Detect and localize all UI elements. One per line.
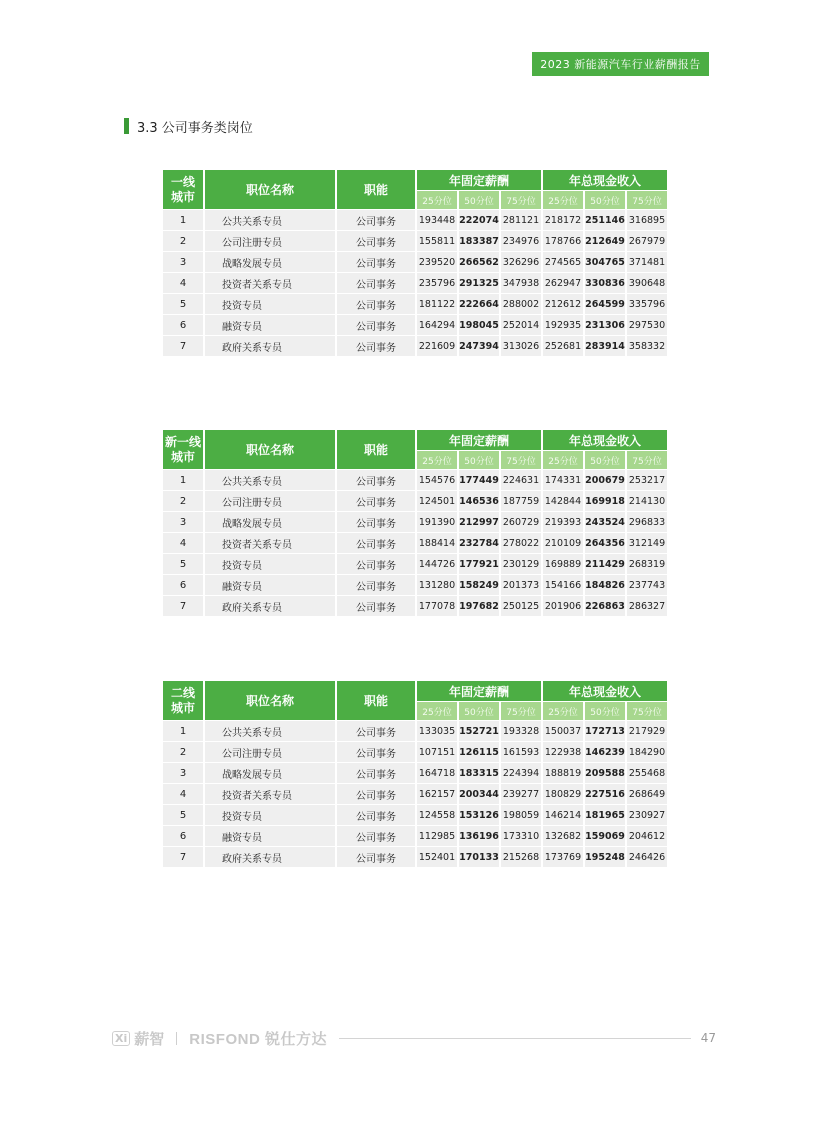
cash-p25: 212612 xyxy=(543,294,583,314)
job-title: 投资者关系专员 xyxy=(205,784,335,804)
table-row xyxy=(163,805,667,825)
cash-p50: 264356 xyxy=(585,533,625,553)
cash-p75: 268649 xyxy=(627,784,667,804)
cash-p25: 178766 xyxy=(543,231,583,251)
job-title: 公司注册专员 xyxy=(205,491,335,511)
cash-p50: 211429 xyxy=(585,554,625,574)
fixed-p25: 112985 xyxy=(417,826,457,846)
section-marker xyxy=(124,118,129,134)
job-title: 公共关系专员 xyxy=(205,470,335,490)
fixed-p25: 193448 xyxy=(417,210,457,230)
cash-p75: 246426 xyxy=(627,847,667,867)
job-title: 战略发展专员 xyxy=(205,512,335,532)
cash-p50: 159069 xyxy=(585,826,625,846)
fixed-p75: 161593 xyxy=(501,742,541,762)
cash-p25: 210109 xyxy=(543,533,583,553)
job-function: 公司事务 xyxy=(337,231,415,251)
percentile-p25-header: 25分位 xyxy=(543,702,583,720)
cash-p50: 227516 xyxy=(585,784,625,804)
fixed-p75: 347938 xyxy=(501,273,541,293)
cash-p25: 174331 xyxy=(543,470,583,490)
job-function: 公司事务 xyxy=(337,533,415,553)
cash-p50: 200679 xyxy=(585,470,625,490)
percentile-p50-header: 50分位 xyxy=(585,191,625,209)
job-function: 公司事务 xyxy=(337,273,415,293)
job-title: 融资专员 xyxy=(205,575,335,595)
table-row xyxy=(163,575,667,595)
percentile-p50-header: 50分位 xyxy=(459,191,499,209)
city-tier-header xyxy=(163,681,203,720)
fixed-p75: 278022 xyxy=(501,533,541,553)
risfond-logo: RISFOND 锐仕方达 xyxy=(189,1030,327,1048)
row-index: 1 xyxy=(163,470,203,490)
fixed-p50: 158249 xyxy=(459,575,499,595)
job-function: 公司事务 xyxy=(337,554,415,574)
fixed-p25: 239520 xyxy=(417,252,457,272)
fixed-p50: 197682 xyxy=(459,596,499,616)
row-index: 6 xyxy=(163,826,203,846)
header-row xyxy=(163,170,667,190)
row-index: 4 xyxy=(163,784,203,804)
city-tier-line2: 城市 xyxy=(170,700,195,715)
fixed-p50: 126115 xyxy=(459,742,499,762)
job-title-header: 职位名称 xyxy=(205,170,335,209)
fixed-p50: 146536 xyxy=(459,491,499,511)
job-function: 公司事务 xyxy=(337,491,415,511)
row-index: 4 xyxy=(163,533,203,553)
table-row xyxy=(163,294,667,314)
job-function: 公司事务 xyxy=(337,596,415,616)
cash-p50: 146239 xyxy=(585,742,625,762)
fixed-p75: 215268 xyxy=(501,847,541,867)
cash-p75: 267979 xyxy=(627,231,667,251)
cash-p25: 219393 xyxy=(543,512,583,532)
cash-p50: 209588 xyxy=(585,763,625,783)
fixed-p75: 173310 xyxy=(501,826,541,846)
fixed-p75: 281121 xyxy=(501,210,541,230)
job-title: 投资者关系专员 xyxy=(205,533,335,553)
cash-p25: 154166 xyxy=(543,575,583,595)
job-title: 政府关系专员 xyxy=(205,596,335,616)
row-index: 1 xyxy=(163,721,203,741)
cash-p75: 184290 xyxy=(627,742,667,762)
city-tier-line1: 一线 xyxy=(170,174,195,189)
xinzhi-logo xyxy=(112,1028,164,1049)
percentile-p75-header: 75分位 xyxy=(501,702,541,720)
row-index: 1 xyxy=(163,210,203,230)
job-title: 投资者关系专员 xyxy=(205,273,335,293)
annual-total-cash-header: 年总现金收入 xyxy=(543,170,667,190)
job-title: 投资专员 xyxy=(205,294,335,314)
table-row xyxy=(163,512,667,532)
table-row xyxy=(163,826,667,846)
cash-p25: 150037 xyxy=(543,721,583,741)
job-function: 公司事务 xyxy=(337,470,415,490)
cash-p25: 218172 xyxy=(543,210,583,230)
cash-p75: 316895 xyxy=(627,210,667,230)
fixed-p50: 222074 xyxy=(459,210,499,230)
job-function-header: 职能 xyxy=(337,170,415,209)
job-function: 公司事务 xyxy=(337,826,415,846)
annual-fixed-salary-header: 年固定薪酬 xyxy=(417,681,541,701)
table-row xyxy=(163,315,667,335)
fixed-p75: 234976 xyxy=(501,231,541,251)
job-function: 公司事务 xyxy=(337,575,415,595)
fixed-p75: 224394 xyxy=(501,763,541,783)
row-index: 2 xyxy=(163,491,203,511)
section-title-text: 3.3 公司事务类岗位 xyxy=(137,120,253,136)
job-function: 公司事务 xyxy=(337,805,415,825)
page-number: 47 xyxy=(700,1031,716,1045)
job-title: 融资专员 xyxy=(205,315,335,335)
section-heading xyxy=(124,117,253,135)
percentile-p50-header: 50分位 xyxy=(585,702,625,720)
job-function: 公司事务 xyxy=(337,252,415,272)
annual-total-cash-header: 年总现金收入 xyxy=(543,430,667,450)
cash-p25: 252681 xyxy=(543,336,583,356)
fixed-p75: 201373 xyxy=(501,575,541,595)
cash-p75: 312149 xyxy=(627,533,667,553)
fixed-p25: 188414 xyxy=(417,533,457,553)
cash-p50: 304765 xyxy=(585,252,625,272)
fixed-p50: 170133 xyxy=(459,847,499,867)
cash-p25: 192935 xyxy=(543,315,583,335)
table-row xyxy=(163,533,667,553)
salary-table-tier2 xyxy=(161,680,669,868)
fixed-p50: 183387 xyxy=(459,231,499,251)
city-tier-line1: 二线 xyxy=(170,685,195,700)
row-index: 5 xyxy=(163,294,203,314)
fixed-p75: 250125 xyxy=(501,596,541,616)
cash-p25: 146214 xyxy=(543,805,583,825)
table-row xyxy=(163,763,667,783)
fixed-p50: 152721 xyxy=(459,721,499,741)
job-title: 公共关系专员 xyxy=(205,721,335,741)
fixed-p25: 177078 xyxy=(417,596,457,616)
job-title: 政府关系专员 xyxy=(205,336,335,356)
fixed-p25: 235796 xyxy=(417,273,457,293)
fixed-p75: 187759 xyxy=(501,491,541,511)
cash-p75: 335796 xyxy=(627,294,667,314)
job-title: 战略发展专员 xyxy=(205,763,335,783)
row-index: 2 xyxy=(163,231,203,251)
cash-p75: 230927 xyxy=(627,805,667,825)
table-row xyxy=(163,231,667,251)
footer-rule xyxy=(339,1038,691,1039)
job-title-header: 职位名称 xyxy=(205,430,335,469)
row-index: 6 xyxy=(163,575,203,595)
fixed-p25: 131280 xyxy=(417,575,457,595)
cash-p75: 297530 xyxy=(627,315,667,335)
job-title: 公共关系专员 xyxy=(205,210,335,230)
job-title: 公司注册专员 xyxy=(205,742,335,762)
row-index: 4 xyxy=(163,273,203,293)
cash-p25: 180829 xyxy=(543,784,583,804)
fixed-p50: 136196 xyxy=(459,826,499,846)
job-title: 公司注册专员 xyxy=(205,231,335,251)
cash-p75: 358332 xyxy=(627,336,667,356)
fixed-p50: 212997 xyxy=(459,512,499,532)
percentile-p25-header: 25分位 xyxy=(543,191,583,209)
salary-table-tier1 xyxy=(161,169,669,357)
cash-p50: 172713 xyxy=(585,721,625,741)
fixed-p25: 124558 xyxy=(417,805,457,825)
table-row xyxy=(163,273,667,293)
cash-p75: 255468 xyxy=(627,763,667,783)
percentile-p75-header: 75分位 xyxy=(627,702,667,720)
percentile-p75-header: 75分位 xyxy=(627,451,667,469)
cash-p75: 204612 xyxy=(627,826,667,846)
cash-p75: 214130 xyxy=(627,491,667,511)
job-title: 融资专员 xyxy=(205,826,335,846)
footer-separator xyxy=(176,1032,177,1045)
fixed-p75: 260729 xyxy=(501,512,541,532)
fixed-p50: 266562 xyxy=(459,252,499,272)
cash-p25: 132682 xyxy=(543,826,583,846)
cash-p50: 251146 xyxy=(585,210,625,230)
cash-p25: 142844 xyxy=(543,491,583,511)
cash-p25: 274565 xyxy=(543,252,583,272)
percentile-p25-header: 25分位 xyxy=(417,702,457,720)
cash-p50: 243524 xyxy=(585,512,625,532)
fixed-p50: 177921 xyxy=(459,554,499,574)
fixed-p50: 153126 xyxy=(459,805,499,825)
percentile-p75-header: 75分位 xyxy=(501,451,541,469)
cash-p50: 231306 xyxy=(585,315,625,335)
percentile-p25-header: 25分位 xyxy=(417,191,457,209)
table-row xyxy=(163,554,667,574)
table-row xyxy=(163,596,667,616)
fixed-p50: 183315 xyxy=(459,763,499,783)
job-function-header: 职能 xyxy=(337,681,415,720)
row-index: 6 xyxy=(163,315,203,335)
cash-p75: 237743 xyxy=(627,575,667,595)
percentile-p25-header: 25分位 xyxy=(417,451,457,469)
fixed-p75: 313026 xyxy=(501,336,541,356)
row-index: 5 xyxy=(163,554,203,574)
job-function-header: 职能 xyxy=(337,430,415,469)
job-title: 投资专员 xyxy=(205,554,335,574)
row-index: 2 xyxy=(163,742,203,762)
fixed-p50: 222664 xyxy=(459,294,499,314)
xinzhi-logo-mark: Xi xyxy=(112,1031,130,1046)
row-index: 7 xyxy=(163,847,203,867)
cash-p50: 264599 xyxy=(585,294,625,314)
percentile-p50-header: 50分位 xyxy=(459,451,499,469)
table-row xyxy=(163,491,667,511)
fixed-p25: 144726 xyxy=(417,554,457,574)
fixed-p25: 164294 xyxy=(417,315,457,335)
cash-p50: 184826 xyxy=(585,575,625,595)
row-index: 3 xyxy=(163,252,203,272)
fixed-p75: 224631 xyxy=(501,470,541,490)
job-function: 公司事务 xyxy=(337,784,415,804)
row-index: 7 xyxy=(163,336,203,356)
fixed-p50: 198045 xyxy=(459,315,499,335)
cash-p75: 296833 xyxy=(627,512,667,532)
cash-p75: 253217 xyxy=(627,470,667,490)
job-function: 公司事务 xyxy=(337,210,415,230)
cash-p75: 390648 xyxy=(627,273,667,293)
fixed-p25: 152401 xyxy=(417,847,457,867)
table-row xyxy=(163,336,667,356)
job-function: 公司事务 xyxy=(337,336,415,356)
header-row xyxy=(163,430,667,450)
job-function: 公司事务 xyxy=(337,847,415,867)
cash-p50: 195248 xyxy=(585,847,625,867)
fixed-p75: 288002 xyxy=(501,294,541,314)
fixed-p25: 164718 xyxy=(417,763,457,783)
fixed-p50: 232784 xyxy=(459,533,499,553)
cash-p25: 122938 xyxy=(543,742,583,762)
fixed-p25: 181122 xyxy=(417,294,457,314)
job-function: 公司事务 xyxy=(337,315,415,335)
city-tier-header xyxy=(163,170,203,209)
cash-p25: 188819 xyxy=(543,763,583,783)
percentile-p75-header: 75分位 xyxy=(501,191,541,209)
fixed-p25: 191390 xyxy=(417,512,457,532)
cash-p75: 268319 xyxy=(627,554,667,574)
cash-p50: 330836 xyxy=(585,273,625,293)
fixed-p25: 155811 xyxy=(417,231,457,251)
cash-p75: 371481 xyxy=(627,252,667,272)
annual-fixed-salary-header: 年固定薪酬 xyxy=(417,430,541,450)
percentile-p75-header: 75分位 xyxy=(627,191,667,209)
table-row xyxy=(163,847,667,867)
job-title-header: 职位名称 xyxy=(205,681,335,720)
row-index: 5 xyxy=(163,805,203,825)
job-function: 公司事务 xyxy=(337,742,415,762)
percentile-p50-header: 50分位 xyxy=(459,702,499,720)
table-row xyxy=(163,210,667,230)
city-tier-line1: 新一线 xyxy=(164,434,201,449)
cash-p25: 262947 xyxy=(543,273,583,293)
job-function: 公司事务 xyxy=(337,721,415,741)
fixed-p75: 252014 xyxy=(501,315,541,335)
job-function: 公司事务 xyxy=(337,763,415,783)
fixed-p25: 162157 xyxy=(417,784,457,804)
job-function: 公司事务 xyxy=(337,512,415,532)
percentile-p50-header: 50分位 xyxy=(585,451,625,469)
annual-fixed-salary-header: 年固定薪酬 xyxy=(417,170,541,190)
city-tier-line2: 城市 xyxy=(170,189,195,204)
table-row xyxy=(163,721,667,741)
cash-p50: 212649 xyxy=(585,231,625,251)
cash-p75: 217929 xyxy=(627,721,667,741)
report-title-tag: 2023 新能源汽车行业薪酬报告 xyxy=(532,52,709,76)
table-row xyxy=(163,252,667,272)
job-function: 公司事务 xyxy=(337,294,415,314)
row-index: 3 xyxy=(163,763,203,783)
job-title: 政府关系专员 xyxy=(205,847,335,867)
cash-p50: 181965 xyxy=(585,805,625,825)
job-title: 投资专员 xyxy=(205,805,335,825)
fixed-p75: 198059 xyxy=(501,805,541,825)
table-row xyxy=(163,742,667,762)
fixed-p50: 291325 xyxy=(459,273,499,293)
cash-p25: 173769 xyxy=(543,847,583,867)
fixed-p25: 124501 xyxy=(417,491,457,511)
header-row xyxy=(163,681,667,701)
fixed-p50: 177449 xyxy=(459,470,499,490)
job-title: 战略发展专员 xyxy=(205,252,335,272)
fixed-p25: 154576 xyxy=(417,470,457,490)
city-tier-header xyxy=(163,430,203,469)
annual-total-cash-header: 年总现金收入 xyxy=(543,681,667,701)
fixed-p75: 326296 xyxy=(501,252,541,272)
cash-p50: 226863 xyxy=(585,596,625,616)
fixed-p75: 230129 xyxy=(501,554,541,574)
row-index: 7 xyxy=(163,596,203,616)
cash-p50: 283914 xyxy=(585,336,625,356)
fixed-p75: 239277 xyxy=(501,784,541,804)
fixed-p50: 247394 xyxy=(459,336,499,356)
fixed-p25: 133035 xyxy=(417,721,457,741)
cash-p50: 169918 xyxy=(585,491,625,511)
salary-table-new-tier1 xyxy=(161,429,669,617)
row-index: 3 xyxy=(163,512,203,532)
city-tier-line2: 城市 xyxy=(170,449,195,464)
xinzhi-logo-text: 薪智 xyxy=(134,1029,165,1048)
fixed-p50: 200344 xyxy=(459,784,499,804)
fixed-p25: 107151 xyxy=(417,742,457,762)
page-footer xyxy=(112,1028,716,1048)
fixed-p75: 193328 xyxy=(501,721,541,741)
table-row xyxy=(163,784,667,804)
percentile-p25-header: 25分位 xyxy=(543,451,583,469)
cash-p25: 201906 xyxy=(543,596,583,616)
cash-p25: 169889 xyxy=(543,554,583,574)
cash-p75: 286327 xyxy=(627,596,667,616)
table-row xyxy=(163,470,667,490)
fixed-p25: 221609 xyxy=(417,336,457,356)
